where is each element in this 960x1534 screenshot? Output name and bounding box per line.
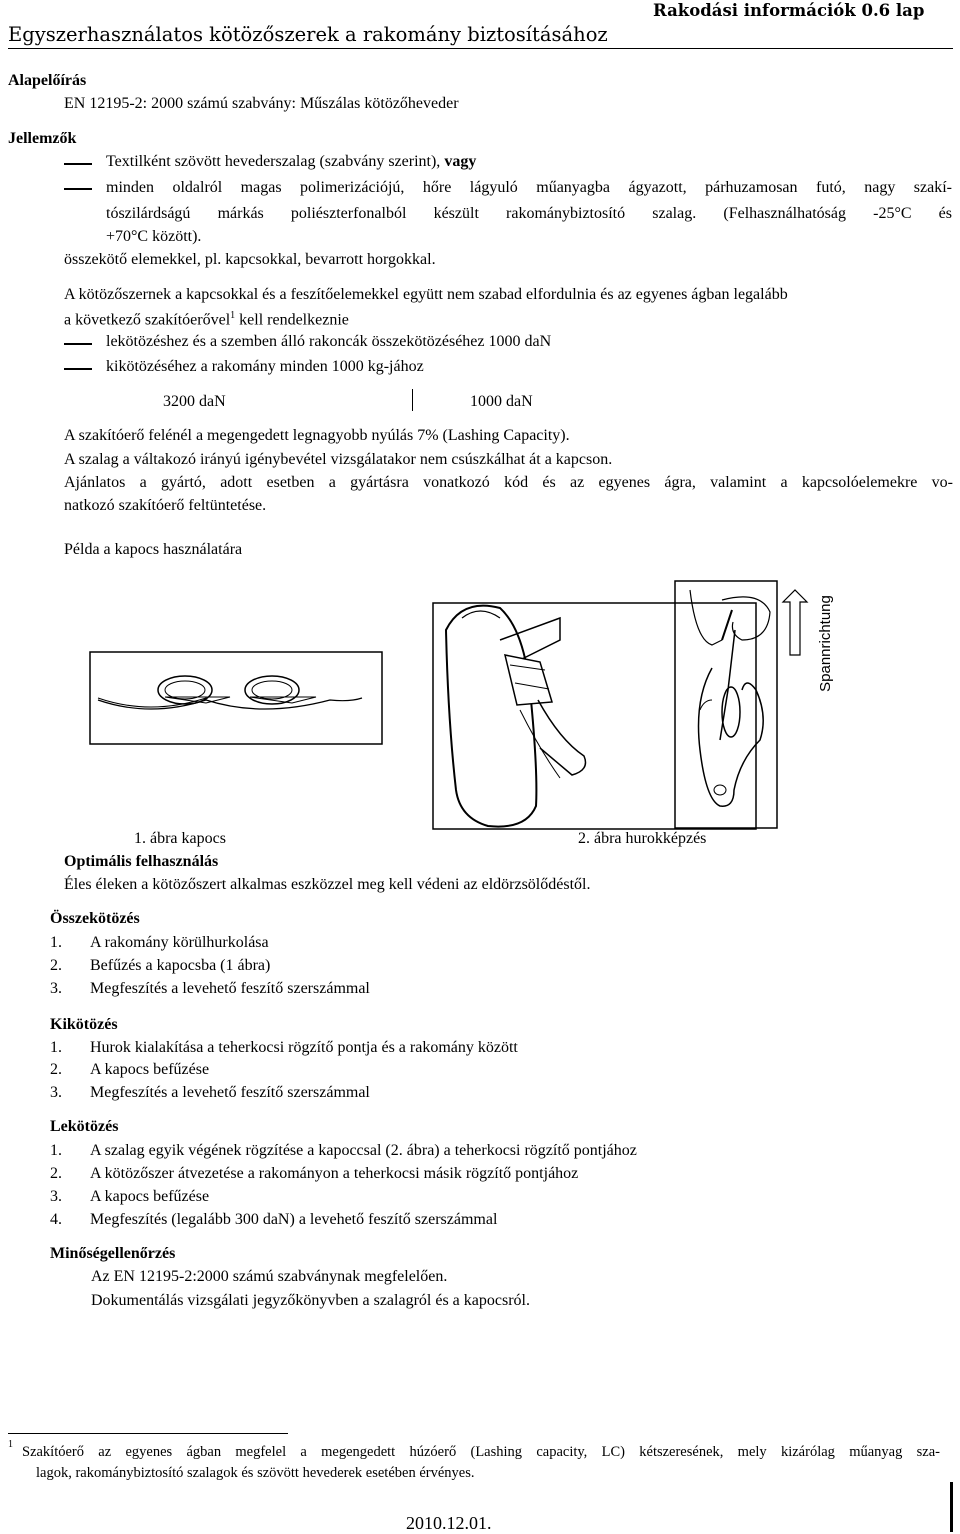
footnote-ref: 1 <box>230 310 236 321</box>
jellemzok-item-2-line-2: tószilárdságú márkás poliészterfonalból készült rakománybiztosító szalag. (Felhasználhatóság -25°C és <box>106 205 952 222</box>
lekotozes-heading: Lekötözés <box>50 1118 119 1135</box>
lekotozes-item-2: 2. A kötözőszer átvezetése a rakományon a teherkocsi másik rögzítő pontjához <box>50 1165 579 1182</box>
kikotozes-item-1: 1. Hurok kialakítása a teherkocsi rögzítő pontja és a rakomány között <box>50 1039 518 1056</box>
note-line-1: A szakítóerő felénél a megengedett legnagyobb nyúlás 7% (Lashing Capacity). <box>64 427 570 444</box>
footnote-mark: 1 <box>8 1439 13 1450</box>
osszekotozes-item-1: 1. A rakomány körülhurkolása <box>50 934 269 951</box>
footnote-line-2: lagok, rakománybiztosító szalagok és szövött hevederek esetében érvényes. <box>36 1465 475 1481</box>
strength-item-2: kikötözéséhez a rakomány minden 1000 kg-jához <box>106 358 424 375</box>
osszekotozes-item-3: 3. Megfeszítés a levehető feszítő szerszámmal <box>50 980 370 997</box>
osszekotozes-heading: Összekötözés <box>50 910 140 927</box>
optimal-text: Éles éleken a kötözőszert alkalmas eszközzel meg kell védeni az eldörzsölődéstől. <box>64 876 591 893</box>
quality-heading: Minőségellenőrzés <box>50 1245 176 1262</box>
jellemzok-item-2-line-3: +70°C között). <box>106 228 202 245</box>
kikotozes-item-3: 3. Megfeszítés a levehető feszítő szerszámmal <box>50 1084 370 1101</box>
figure-1-caption: 1. ábra kapocs <box>134 830 226 847</box>
value-3200: 3200 daN <box>163 393 226 410</box>
jellemzok-item-2-line-1: minden oldalról magas polimerizációjú, hőre lágyuló műanyagba ágyazott, párhuzamosan futó, nagy szakí- <box>106 179 952 196</box>
jellemzok-item-1: Textilként szövött hevederszalag (szabvány szerint), vagy <box>106 153 477 170</box>
note-line-2: A szalag a váltakozó irányú igénybevétel vizsgálatakor nem csúszkálhat át a kapcson. <box>64 451 613 468</box>
footnote-rule <box>8 1433 288 1434</box>
lekotozes-item-3: 3. A kapocs befűzése <box>50 1188 210 1205</box>
strength-item-1: lekötözéshez és a szemben álló rakoncák összekötözéséhez 1000 daN <box>106 333 552 350</box>
strength-line-1: A kötözőszernek a kapcsokkal és a feszítőelemekkel együtt nem szabad elfordulnia és az egyenes ágban legalább <box>64 286 788 303</box>
note-line-3a: Ajánlatos a gyártó, adott esetben a gyártásra vonatkozó kód és az egyenes ágra, valamint a kapcsolóelemekre vo- <box>64 474 953 491</box>
lekotozes-item-4: 4. Megfeszítés (legalább 300 daN) a levehető feszítő szerszámmal <box>50 1211 498 1228</box>
strength-line-2: a következő szakítóerővel$^1$ kell rendelkeznie <box>64 310 349 329</box>
kikotozes-item-2: 2. A kapocs befűzése <box>50 1061 210 1078</box>
jellemzok-heading: Jellemzők <box>8 130 77 147</box>
page-label: Rakodási információk 0.6 lap <box>653 1 925 20</box>
note-line-3b: natkozó szakítóerő feltüntetése. <box>64 497 267 514</box>
kikotozes-heading: Kikötözés <box>50 1016 118 1033</box>
quality-line-2: Dokumentálás vizsgálati jegyzőkönyvben a szalagról és a kapocsról. <box>91 1292 530 1309</box>
lekotozes-item-1: 1. A szalag egyik végének rögzítése a kapoccsal (2. ábra) a teherkocsi rögzítő pontjához <box>50 1142 637 1159</box>
quality-line-1: Az EN 12195-2:2000 számú szabványnak megfelelően. <box>91 1268 448 1285</box>
figure-2-caption: 2. ábra hurokképzés <box>578 830 707 847</box>
jellemzok-item-3: összekötő elemekkel, pl. kapcsokkal, bevarrott horgokkal. <box>64 251 436 268</box>
alapeloiras-text: EN 12195-2: 2000 számú szabvány: Műszálas kötözőheveder <box>64 95 459 112</box>
value-1000: 1000 daN <box>470 393 533 410</box>
footnote-line-1: Szakítóerő az egyenes ágban megfelel a megengedett húzóerő (Lashing capacity, LC) kétszeresének, mely kizárólag műanyag sza- <box>22 1444 940 1460</box>
alapeloiras-heading: Alapelőírás <box>8 72 87 89</box>
example-title: Példa a kapocs használatára <box>64 541 243 558</box>
spannrichtung-label: Spannrichtung <box>816 595 834 692</box>
optimal-heading: Optimális felhasználás <box>64 853 219 870</box>
osszekotozes-item-2: 2. Befűzés a kapocsba (1 ábra) <box>50 957 271 974</box>
document-title: Egyszerhasználatos kötözőszerek a rakomány biztosításához <box>8 23 608 46</box>
footer-bar <box>950 1482 953 1532</box>
footer-date: 2010.12.01. <box>406 1513 492 1533</box>
